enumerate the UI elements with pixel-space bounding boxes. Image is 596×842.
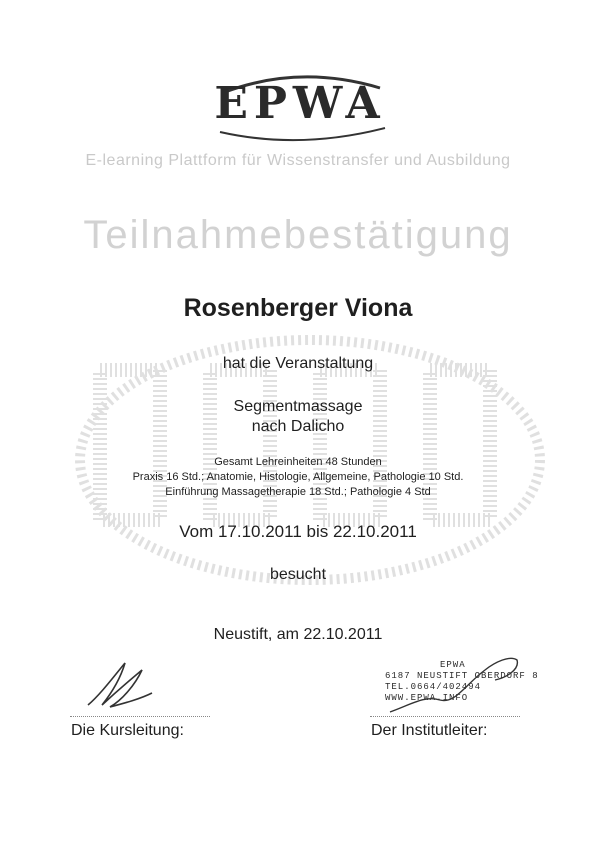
- signature-course-leader: [80, 655, 160, 715]
- attended-text: besucht: [269, 566, 327, 583]
- signature-line-right: [370, 716, 520, 717]
- signature-line-left: [70, 716, 210, 717]
- tagline: E-learning Plattform für Wissenstransfer und Ausbildung: [85, 152, 511, 169]
- epwa-logo: [205, 70, 395, 145]
- institute-head-label: Der Institutleiter:: [371, 722, 488, 739]
- place-date: Neustift, am 22.10.2011: [213, 626, 383, 643]
- course-leader-label: Die Kursleitung:: [71, 722, 184, 739]
- participant-name: Rosenberger Viona: [183, 294, 413, 322]
- detail-line: Einführung Massagetherapie 18 Std.; Pathologie 4 Std: [165, 486, 431, 498]
- watermark-logo: [70, 310, 550, 600]
- stamp-line: EPWA: [440, 660, 466, 670]
- stamp-line: WWW.EPWA.INFO: [385, 693, 469, 703]
- course-title-line1: Segmentmassage: [233, 398, 363, 415]
- detail-line: Gesamt Lehreinheiten 48 Stunden: [214, 456, 382, 468]
- signature-institute-head: [385, 650, 525, 720]
- intro-text: hat die Veranstaltung: [222, 355, 374, 372]
- document-title: Teilnahmebestätigung: [83, 213, 513, 257]
- stamp-line: 6187 NEUSTIFT OBERDORF 8: [385, 671, 539, 681]
- course-title-line2: nach Dalicho: [251, 418, 345, 435]
- stamp-line: TEL.0664/402494: [385, 682, 482, 692]
- course-dates: Vom 17.10.2011 bis 22.10.2011: [179, 522, 417, 541]
- logo-text: EPWA: [214, 78, 386, 129]
- detail-line: Praxis 16 Std.; Anatomie, Histologie, Allgemeine, Pathologie 10 Std.: [132, 471, 464, 483]
